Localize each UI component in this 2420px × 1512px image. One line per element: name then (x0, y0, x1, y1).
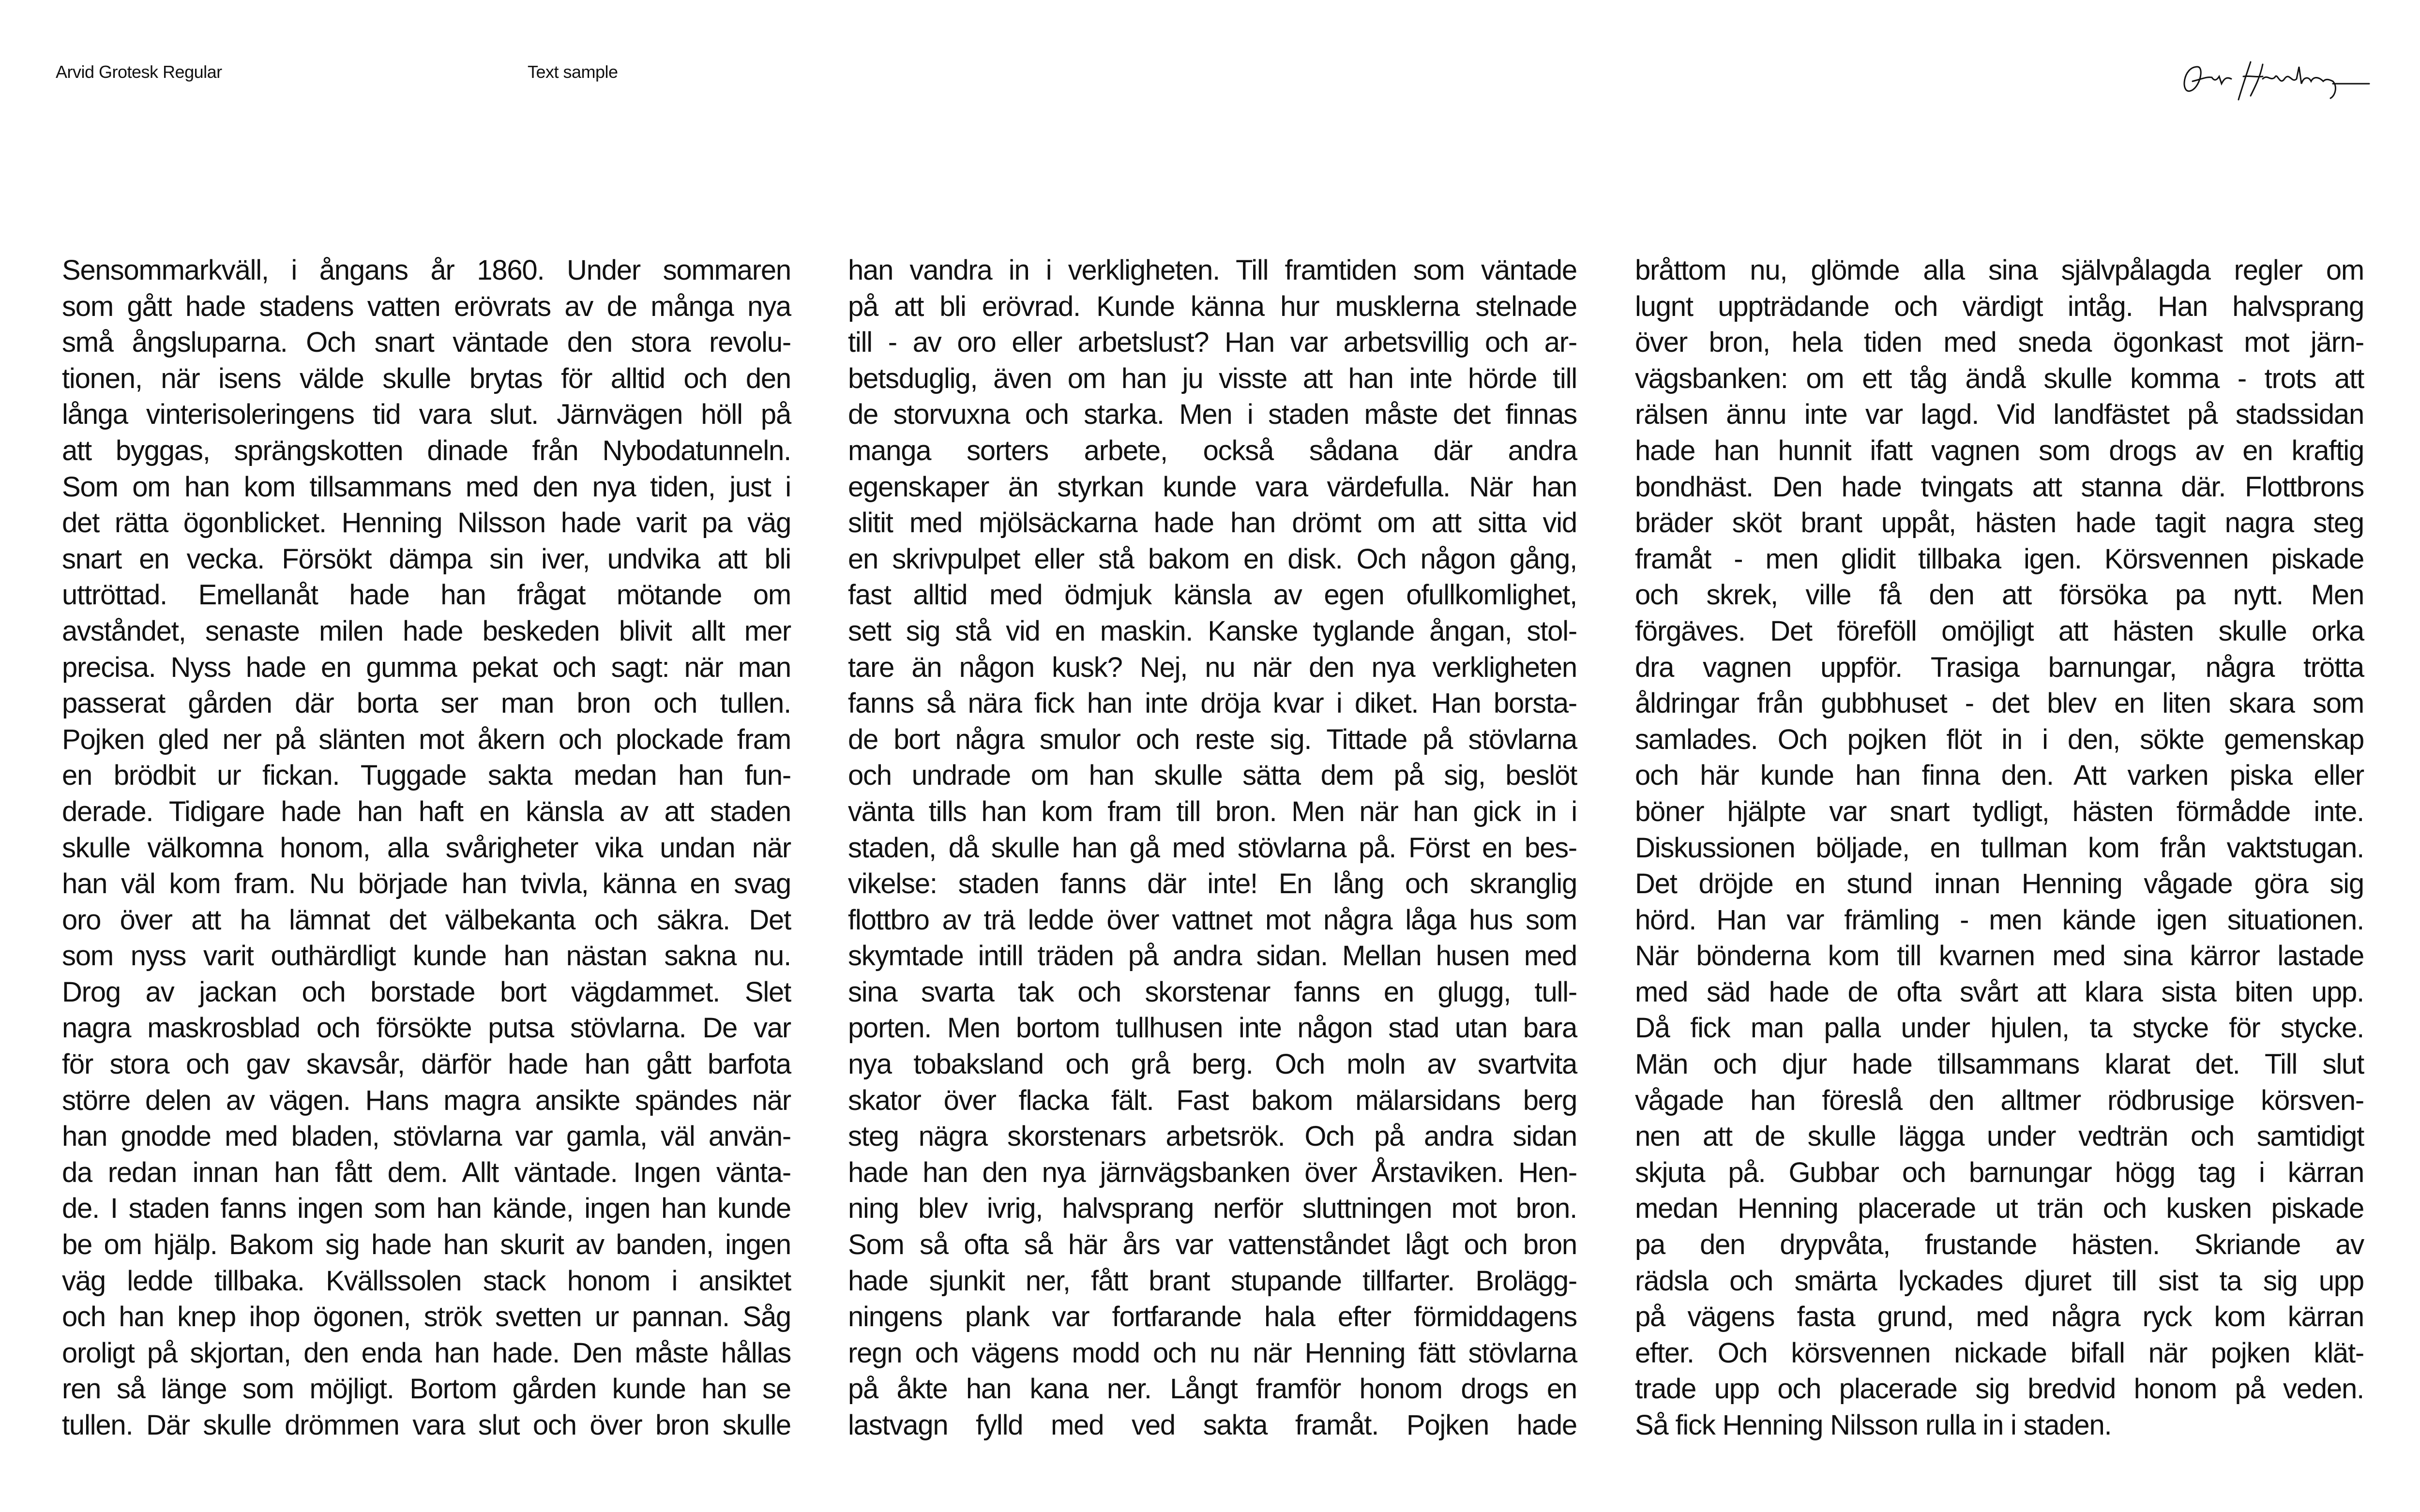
text-line: och undrade om han skulle sätta dem på sig, beslöt (848, 760, 1577, 792)
text-line: hörd. Han var främling - men kände igen situationen. (1635, 904, 2364, 936)
text-line: rälsen ännu inte var lagd. Vid landfästet på stadssidan (1635, 399, 2364, 431)
text-line: pa den drypvåta, frustande hästen. Skriande av (1635, 1229, 2364, 1261)
text-line: sett sig stå vid en maskin. Kanske tyglande ångan, stol- (848, 615, 1577, 647)
text-line: bräder sköt brant uppåt, hästen hade tagit nagra steg (1635, 507, 2364, 539)
text-line: Som så ofta så här års var vattenståndet lågt och bron (848, 1229, 1577, 1261)
text-line: nya tobaksland och grå berg. Och moln av svartvita (848, 1048, 1577, 1080)
text-line: nagra maskrosblad och försökte putsa stövlarna. De var (62, 1012, 791, 1044)
text-line: Män och djur hade tillsammans klarat det. Till slut (1635, 1048, 2364, 1080)
text-line: Pojken gled ner på slänten mot åkern och plockade fram (62, 723, 791, 755)
text-line: slitit med mjölsäckarna hade han drömt om att sitta vid (848, 507, 1577, 539)
text-line: derade. Tidigare hade han haft en känsla av att staden (62, 795, 791, 827)
text-line: långa vinterisoleringens tid vara slut. Järnvägen höll på (62, 399, 791, 431)
text-line: ningens plank var fortfarande hala efter förmiddagens (848, 1301, 1577, 1333)
text-line: steg nägra skorstenars arbetsrök. Och på andra sidan (848, 1121, 1577, 1153)
text-line: för stora och gav skavsår, därför hade han gått barfota (62, 1048, 791, 1080)
text-line: egenskaper än styrkan kunde vara värdefulla. När han (848, 471, 1577, 503)
text-line: små ångsluparna. Och snart väntade den stora revolu- (62, 327, 791, 359)
text-line: Drog av jackan och borstade bort vägdammet. Slet (62, 976, 791, 1008)
text-line: över bron, hela tiden med sneda ögonkast mot järn- (1635, 327, 2364, 359)
text-line: han gnodde med bladen, stövlarna var gamla, väl använ- (62, 1121, 791, 1153)
text-line: precisa. Nyss hade en gumma pekat och sagt: när man (62, 651, 791, 683)
text-line: på att bli erövrad. Kunde känna hur musklerna stelnade (848, 290, 1577, 322)
text-line: som gått hade stadens vatten erövrats av de många nya (62, 290, 791, 322)
text-line: vägsbanken: om ett tåg ändå skulle komma - trots att (1635, 362, 2364, 394)
text-line: hade sjunkit ner, fått brant stupande tillfarter. Brolägg- (848, 1265, 1577, 1297)
text-line: det rätta ögonblicket. Henning Nilsson hade varit pa väg (62, 507, 791, 539)
text-line: regn och vägens modd och nu när Henning fätt stövlarna (848, 1337, 1577, 1369)
text-line: och skrek, ville få den att försöka pa nytt. Men (1635, 579, 2364, 611)
text-line: ning blev ivrig, halvsprang nerför sluttningen mot bron. (848, 1193, 1577, 1225)
text-line: på vägens fasta grund, med några ryck kom kärran (1635, 1301, 2364, 1333)
text-column-3 (1635, 253, 2364, 1444)
text-line: trade upp och placerade sig bredvid honom på veden. (1635, 1373, 2364, 1405)
text-line: en skrivpulpet eller stå bakom en disk. Och någon gång, (848, 543, 1577, 575)
text-column-1 (62, 253, 791, 1444)
text-line: Diskussionen böljade, en tullman kom från vaktstugan. (1635, 832, 2364, 864)
font-name-label: Arvid Grotesk Regular (56, 62, 222, 82)
text-line: hade han den nya järnvägsbanken över Årstaviken. Hen- (848, 1156, 1577, 1188)
text-line: de. I staden fanns ingen som han kände, ingen han kunde (62, 1193, 791, 1225)
text-line: skjuta på. Gubbar och barnungar högg tag i kärran (1635, 1156, 2364, 1188)
text-line: lugnt uppträdande och värdigt intåg. Han halvsprang (1635, 290, 2364, 322)
text-line: dra vagnen uppför. Trasiga barnungar, några trötta (1635, 651, 2364, 683)
text-line: da redan innan han fått dem. Allt väntade. Ingen vänta- (62, 1156, 791, 1188)
text-line: skulle välkomna honom, alla svårigheter vika undan när (62, 832, 791, 864)
text-line: tullen. Där skulle drömmen vara slut och över bron skulle (62, 1409, 791, 1441)
text-line: fanns så nära fick han inte dröja kvar i diket. Han borsta- (848, 688, 1577, 719)
text-line: till - av oro eller arbetslust? Han var arbetsvillig och ar- (848, 327, 1577, 359)
text-line: de storvuxna och starka. Men i staden måste det finnas (848, 399, 1577, 431)
text-line: manga sorters arbete, också sådana där andra (848, 434, 1577, 466)
text-line: Så fick Henning Nilsson rulla in i staden. (1635, 1409, 2112, 1441)
text-line: framåt - men glidit tillbaka igen. Körsvennen piskade (1635, 543, 2364, 575)
text-line: bondhäst. Den hade tvingats att stanna där. Flottbrons (1635, 471, 2364, 503)
text-line: betsduglig, även om han ju visste att han inte hörde till (848, 362, 1577, 394)
text-line: oro över att ha lämnat det välbekanta och säkra. Det (62, 904, 791, 936)
text-line: skymtade intill träden på andra sidan. Mellan husen med (848, 940, 1577, 972)
text-line: avståndet, senaste milen hade beskeden blivit allt mer (62, 615, 791, 647)
text-line: fast alltid med ödmjuk känsla av egen ofullkomlighet, (848, 579, 1577, 611)
text-line: nen att de skulle lägga under vedträn och samtidigt (1635, 1121, 2364, 1153)
text-line: skator över flacka fält. Fast bakom mälarsidans berg (848, 1084, 1577, 1116)
text-line: samlades. Och pojken flöt in i den, sökte gemenskap (1635, 723, 2364, 755)
text-line: tare än någon kusk? Nej, nu när den nya verkligheten (848, 651, 1577, 683)
text-line: sina svarta tak och skorstenar fanns en glugg, tull- (848, 976, 1577, 1008)
text-line: Som om han kom tillsammans med den nya tiden, just i (62, 471, 791, 503)
text-line: på åkte han kana ner. Långt framför honom drogs en (848, 1373, 1577, 1405)
text-line: be om hjälp. Bakom sig hade han skurit av banden, ingen (62, 1229, 791, 1261)
text-line: hade han hunnit ifatt vagnen som drogs av en kraftig (1635, 434, 2364, 466)
text-line: passerat gården där borta ser man bron och tullen. (62, 688, 791, 719)
text-line: medan Henning placerade ut trän och kusken piskade (1635, 1193, 2364, 1225)
text-line: böner hjälpte var snart tydligt, hästen förmådde inte. (1635, 795, 2364, 827)
text-line: och här kunde han finna den. Att varken piska eller (1635, 760, 2364, 792)
text-line: vänta tills han kom fram till bron. Men när han gick in i (848, 795, 1577, 827)
text-line: med säd hade de ofta svårt att klara sista biten upp. (1635, 976, 2364, 1008)
text-line: åldringar från gubbhuset - det blev en liten skara som (1635, 688, 2364, 719)
text-column-2 (848, 253, 1577, 1444)
text-line: de bort några smulor och reste sig. Tittade på stövlarna (848, 723, 1577, 755)
text-line: När bönderna kom till kvarnen med sina kärror lastade (1635, 940, 2364, 972)
text-line: större delen av vägen. Hans magra ansikte spändes när (62, 1084, 791, 1116)
text-line: förgäves. Det föreföll omöjligt att hästen skulle orka (1635, 615, 2364, 647)
text-line: vågade han föreslå den alltmer rödbrusige körsven- (1635, 1084, 2364, 1116)
text-line: efter. Och körsvennen nickade bifall när pojken klät- (1635, 1337, 2364, 1369)
text-sample-label: Text sample (528, 62, 618, 82)
text-line: oroligt på skjortan, den enda han hade. Den måste hållas (62, 1337, 791, 1369)
text-line: tionen, när isens välde skulle brytas för alltid och den (62, 362, 791, 394)
text-line: ren så länge som möjligt. Bortom gården kunde han se (62, 1373, 791, 1405)
text-line: flottbro av trä ledde över vattnet mot några låga hus som (848, 904, 1577, 936)
text-line: uttröttad. Emellanåt hade han frågat mötande om (62, 579, 791, 611)
text-line: porten. Men bortom tullhusen inte någon stad utan bara (848, 1012, 1577, 1044)
text-line: snart en vecka. Försökt dämpa sin iver, undvika att bli (62, 543, 791, 575)
text-line: och han knep ihop ögonen, strök svetten ur pannan. Såg (62, 1301, 791, 1333)
text-line: en brödbit ur fickan. Tuggade sakta medan han fun- (62, 760, 791, 792)
text-line: bråttom nu, glömde alla sina självpålagda regler om (1635, 254, 2364, 286)
text-line: han vandra in i verkligheten. Till framtiden som väntade (848, 254, 1577, 286)
text-line: vikelse: staden fanns där inte! En lång och skranglig (848, 868, 1577, 900)
signature-icon (2178, 57, 2372, 101)
text-line: han väl kom fram. Nu började han tvivla, känna en svag (62, 868, 791, 900)
text-line: lastvagn fylld med ved sakta framåt. Pojken hade (848, 1409, 1577, 1441)
text-line: Sensommarkväll, i ångans år 1860. Under sommaren (62, 254, 791, 286)
text-line: att byggas, sprängskotten dinade från Nybodatunneln. (62, 434, 791, 466)
text-line: väg ledde tillbaka. Kvällssolen stack honom i ansiktet (62, 1265, 791, 1297)
text-line: Det dröjde en stund innan Henning vågade göra sig (1635, 868, 2364, 900)
text-line: staden, då skulle han gå med stövlarna på. Först en bes- (848, 832, 1577, 864)
text-line: rädsla och smärta lyckades djuret till sist ta sig upp (1635, 1265, 2364, 1297)
text-line: som nyss varit outhärdligt kunde han nästan sakna nu. (62, 940, 791, 972)
text-line: Då fick man palla under hjulen, ta stycke för stycke. (1635, 1012, 2364, 1044)
